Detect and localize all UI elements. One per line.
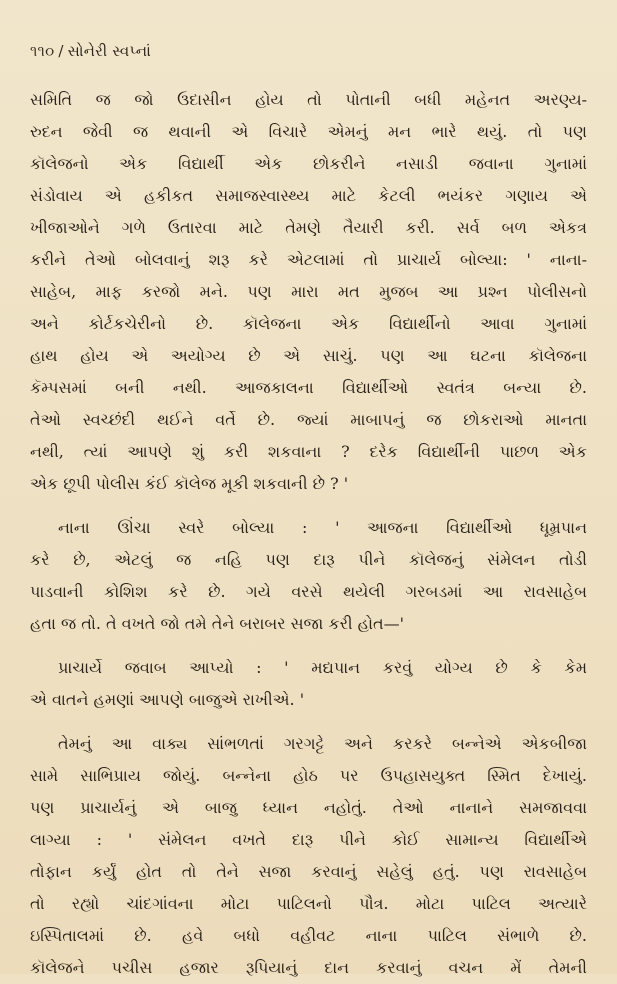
text-line: સામે સાભિપ્રાય જોયું. બન્નેના હોઠ પર ઉપહાસયુક્ત સ્મિત દેખાયું. xyxy=(30,766,587,785)
text-line: સંડોવાય એ હકીકત સમાજસ્વાસ્થ્ય માટે કેટલી ભયંકર ગણાય એ xyxy=(30,186,587,205)
text-line: કૅમ્પસમાં બની નથી. આજકાલના વિદ્યાર્થીઓ સ્વતંત્ર બન્યા છે. xyxy=(30,378,587,397)
text-line: કરે છે, એટલું જ નહિ પણ દારૂ પીને કૉલેજનું સંમેલન તોડી xyxy=(30,550,587,569)
header-separator: / xyxy=(58,42,64,60)
text-line: અને કોર્ટકચેરીનો છે. કૉલેજના એક વિદ્યાર્થીનો આવા ગુનામાં xyxy=(30,314,587,333)
text-line: સાહેબ, માફ કરજો મને. પણ મારા મત મુજબ આ પ્રશ્ન પોલીસનો xyxy=(30,282,587,301)
text-line: પણ પ્રાચાર્યનું એ બાજુ ધ્યાન નહોતું. તેઓ નાનાને સમજાવવા xyxy=(30,798,587,817)
paragraph-4 xyxy=(30,728,587,984)
text-line: પ્રાચાર્યે જવાબ આપ્યો : ' મદ્યપાન કરવું યોગ્ય છે કે કેમ xyxy=(58,658,587,677)
running-head xyxy=(30,42,587,60)
text-line: કૉલેજને પચીસ હજાર રૂપિયાનું દાન કરવાનું વચન મેં તેમની xyxy=(30,958,587,977)
text-line: તેમનું આ વાક્ય સાંભળતાં ગરગટ્ટે અને કરકરે બન્નેએ એકબીજા xyxy=(58,734,587,753)
text-line: કરીને તેઓ બોલવાનું શરૂ કરે એટલામાં તો પ્રાચાર્ય બોલ્યા: ' નાના- xyxy=(30,250,587,269)
paragraph-2 xyxy=(30,512,587,640)
text-line: લાગ્યા : ' સંમેલન વખતે દારૂ પીને કોઈ સામાન્ય વિદ્યાર્થીએ xyxy=(30,830,587,849)
paragraph-3 xyxy=(30,652,587,716)
text-line: ઇસ્પિતાલમાં છે. હવે બધો વહીવટ નાના પાટિલ સંભાળે છે. xyxy=(30,926,587,945)
text-line: સમિતિ જ જો ઉદાસીન હોય તો પોતાની બધી મહેનત અરણ્ય- xyxy=(30,90,587,109)
text-line: હાથ હોય એ અયોગ્ય છે એ સાચું. પણ આ ઘટના કૉલેજના xyxy=(30,346,587,365)
text-line: તેઓ સ્વચ્છંદી થઈને વર્તે છે. જ્યાં માબાપનું જ છોકરાઓ માનતા xyxy=(30,410,587,429)
text-line: નથી, ત્યાં આપણે શું કરી શકવાના ? દરેક વિદ્યાર્થીની પાછળ એક xyxy=(30,442,587,461)
book-title: સોનેરી સ્વપ્નાં xyxy=(67,42,151,60)
text-line: હતા જ તો. તે વખતે જો તમે તેને બરાબર સજા કરી હોત—' xyxy=(30,614,405,633)
text-line: તોફાન કર્યું હોત તો તેને સજા કરવાનું સહેલું હતું. પણ રાવસાહેબ xyxy=(30,862,587,881)
paragraph-1 xyxy=(30,84,587,500)
text-line: નાના ઊંચા સ્વરે બોલ્યા : ' આજના વિદ્યાર્થીઓ ધૂમ્રપાન xyxy=(58,518,587,537)
text-line: ખીજાઓને ગળે ઉતારવા માટે તેમણે તૈયારી કરી. સર્વ બળ એકત્ર xyxy=(30,218,587,237)
text-line: એ વાતને હમણાં આપણે બાજુએ રાખીએ. ' xyxy=(30,690,305,709)
page-number: ૧૧૦ xyxy=(30,42,55,60)
text-line: પાડવાની કોશિશ કરે છે. ગયે વરસે થયેલી ગરબડમાં આ રાવસાહેબ xyxy=(30,582,587,601)
text-line: એક છૂપી પોલીસ કંઈ કૉલેજ મૂકી શકવાની છે ? ' xyxy=(30,474,349,493)
text-line: તો રહ્યો ચાંદગાંવના મોટા પાટિલનો પૌત્ર. મોટા પાટિલ અત્યારે xyxy=(30,894,587,913)
text-line: કૉલેજનો એક વિદ્યાર્થી એક છોકરીને નસાડી જવાના ગુનામાં xyxy=(30,154,587,173)
text-line: રુદન જેવી જ થવાની એ વિચારે એમનું મન ભારે થયું. તો પણ xyxy=(30,122,587,141)
